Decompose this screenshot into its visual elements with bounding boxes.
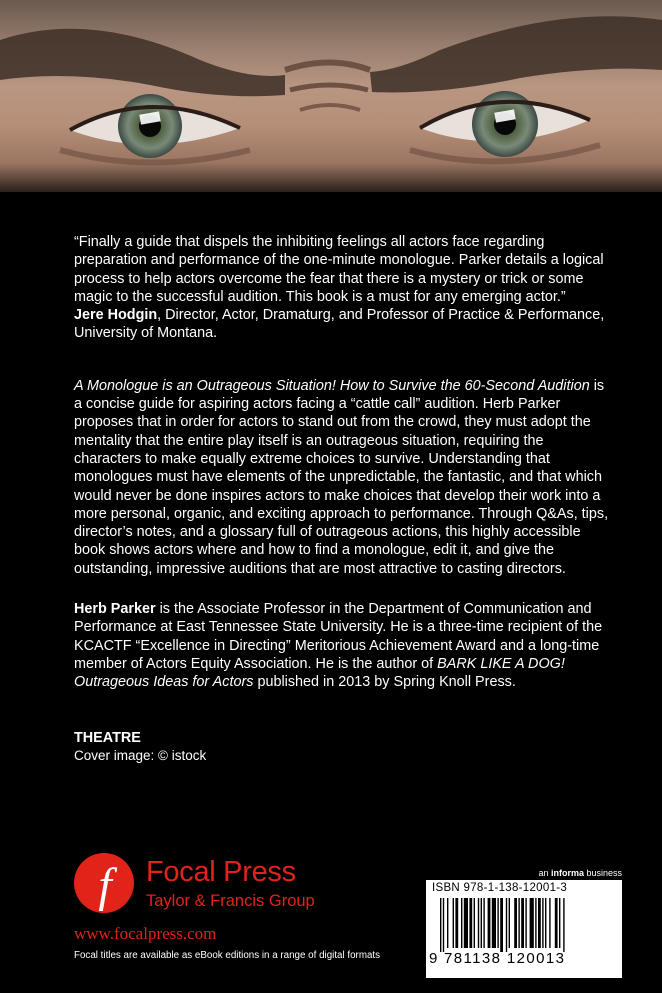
barcode-bar	[492, 898, 496, 948]
barcode-bars-icon	[440, 898, 612, 952]
barcode-bar	[538, 898, 541, 948]
author-bio	[74, 600, 614, 691]
author-bio-text-1: is the Associate Professor in the Department of Communication and Performance at East Tennessee State University. He is a three-time recipient of the KCACTF “Excellence in Directing” Meritorious Achievement Award and a long-time member of Actors Equity Association. He is the author of	[74, 601, 603, 672]
barcode-bar	[440, 898, 441, 952]
barcode-first-digit: 9	[429, 950, 438, 967]
publisher-name: Focal Press	[146, 856, 296, 888]
barcode-block	[426, 868, 622, 980]
barcode-bar	[542, 898, 543, 948]
barcode-bar	[549, 898, 550, 948]
author-name: Herb Parker	[74, 601, 156, 618]
barcode-bar	[474, 898, 475, 948]
eyes-photo-icon	[0, 0, 662, 192]
isbn-barcode	[426, 880, 622, 978]
barcode-bar	[521, 898, 524, 948]
book-title: A Monologue is an Outrageous Situation! How to Survive the 60-Second Audition	[74, 377, 590, 394]
back-cover-text	[74, 233, 614, 765]
ebook-note: Focal titles are available as eBook editions in a range of digital formats	[74, 950, 381, 961]
barcode-bar	[483, 898, 484, 948]
endorsement-author-role: , Director, Actor, Dramaturg, and Professor of Practice & Performance, University of Montana.	[74, 307, 605, 342]
barcode-bar	[500, 898, 503, 952]
barcode-bar	[488, 898, 491, 948]
logo-letter: f	[98, 859, 112, 912]
barcode-bar	[478, 898, 479, 948]
endorsement-attribution	[74, 306, 614, 343]
barcode-bar	[530, 898, 534, 948]
publisher-url[interactable]: www.focalpress.com	[74, 924, 217, 943]
barcode-bar	[559, 898, 560, 948]
barcode-bar	[506, 898, 507, 952]
barcode-bar	[453, 898, 454, 948]
book-description-text: is a concise guide for aspiring actors facing a “cattle call” audition. Herb Parker proposes that in order for actors to stand out from the crowd, they must adopt the mentality that the entire play itself is an outrageous situation, requiring the characters to make equally extreme choices to survive. Understanding that monologues must have elements of the unpredictable, the fantastic, and that which would never be done inspires actors to make choices that develop their work into a more personal, organic, and exciting approach to performance. Through Q&As, tips, director’s notes, and a glossary full of outrageous actions, this highly accessible book shows actors where and how to find a monologue, edit it, and give the outstanding, impressive auditions that are most attractive to casting directors.	[74, 377, 609, 577]
barcode-bar	[469, 898, 472, 948]
informa-label: an informa business	[538, 868, 622, 878]
author-previous-book: BARK LIKE A DOG! Outrageous Ideas for Actors	[74, 655, 565, 691]
barcode-bar	[555, 898, 558, 948]
publisher-group: Taylor & Francis Group	[146, 892, 315, 910]
barcode-bar	[535, 898, 536, 948]
endorsement-author: Jere Hodgin	[74, 307, 158, 324]
focal-press-logo-icon	[74, 853, 134, 913]
barcode-bar	[514, 898, 517, 948]
barcode-bar	[525, 898, 526, 948]
cover-photo	[0, 0, 662, 192]
cover-credit: Cover image: © istock	[74, 747, 207, 763]
author-bio-text-2: published in 2013 by Spring Knoll Press.	[253, 674, 516, 691]
isbn-number: ISBN 978-1-138-12001-3	[432, 882, 568, 894]
subject-category: THEATRE	[74, 729, 141, 746]
publisher-block	[74, 850, 404, 980]
barcode-bar	[545, 898, 546, 948]
barcode-bar	[447, 898, 448, 948]
book-description	[74, 377, 614, 578]
barcode-bar	[461, 898, 462, 948]
endorsement-quote: “Finally a guide that dispels the inhibiting feelings all actors face regarding preparation and performance of the one-minute monologue. Parker details a logical process to help actors overcome the fear that there is a mystery or trick or some magic to the successful audition. This book is a must for any emerging actor.”	[74, 234, 604, 305]
barcode-bar	[497, 898, 498, 948]
barcode-bar	[518, 898, 519, 948]
barcode-bar	[455, 898, 458, 948]
barcode-digits: 781138 120013	[444, 950, 566, 967]
barcode-bar	[509, 898, 510, 948]
barcode-bar	[443, 898, 444, 952]
barcode-bar	[563, 898, 564, 952]
barcode-bar	[481, 898, 482, 948]
barcode-bar	[464, 898, 468, 948]
